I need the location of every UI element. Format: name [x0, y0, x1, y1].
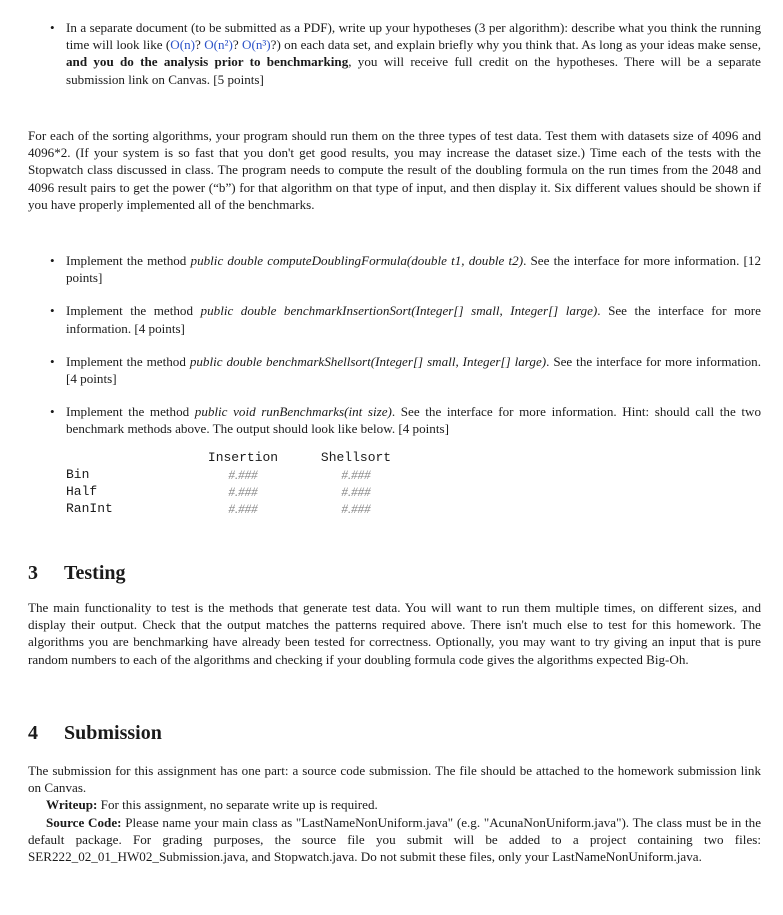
row-label: Half	[66, 484, 98, 499]
hypotheses-bullet	[28, 19, 761, 88]
method-post: . See the interface for more information. [4 points]	[66, 353, 761, 387]
method-post: . See the interface for more information. Hint: should call the two benchmark methods above. The output should look like below. [4 points]	[66, 404, 761, 437]
sorting-paragraph-block	[28, 127, 761, 213]
big-oh-n-cubed: O(n³)	[242, 37, 271, 53]
hypotheses-q1: ?	[195, 37, 205, 53]
bullet-icon: •	[50, 20, 55, 35]
section-title: Submission	[64, 722, 162, 744]
hypotheses-text-3: , you will receive full credit on the hypotheses. There will be a separate submission link on Canvas. [5 points]	[66, 54, 761, 87]
method-item-run-benchmarks	[28, 403, 761, 437]
benchmark-output-table	[66, 449, 406, 517]
header-shellsort: Shellsort	[320, 450, 392, 465]
method-pre: Implement the method	[66, 404, 195, 420]
insertion-value: #.###	[228, 484, 258, 499]
table-row	[66, 466, 406, 483]
method-list	[28, 252, 761, 438]
method-signature: public void runBenchmarks(int size)	[194, 404, 392, 420]
table-corner	[66, 449, 180, 466]
method-pre: Implement the method	[66, 353, 190, 369]
testing-paragraph: The main functionality to test is the methods that generate test data. You will want to run them multiple times, on different sizes, and display their output. Check that the output matches the patterns required above. There isn't much else to test for this homework. The algorithms you are benchmarking have already been tested for correctness. Optionally, you may want to try giving an input that is pure random numbers to each of the algorithms and checking if your doubling formula code gives the algorithms expected Big-Oh.	[28, 600, 761, 667]
method-pre: Implement the method	[66, 303, 201, 319]
insertion-value: #.###	[228, 501, 258, 516]
source-code-label: Source Code:	[46, 814, 122, 830]
table-row	[66, 500, 406, 517]
sorting-paragraph: For each of the sorting algorithms, your program should run them on the three types of test data. Test them with datasets size of 4096 and 4096*2. (If your system is so fast that you don't get good results, you may increase the dataset size.) Time each of the tests with the Stopwatch class discussed in class. The program needs to compute the result of the doubling formula on the run times from the 2048 and 4096 result pairs to get the power (“b”) for that algorithm on that type of input, and then display it. Six different values should be shown if you have properly implemented all of the benchmarks.	[28, 128, 761, 212]
section-heading-submission	[28, 721, 162, 745]
testing-body-block	[28, 599, 761, 668]
source-code-text: Please name your main class as "LastNameNonUniform.java" (e.g. "AcunaNonUniform.java"). The class must be in the default package. For grading purposes, the source file you submit will be added to a project containing two files: SER222_02_01_HW02_Submission.java, and Stopwatch.java. Do not submit these files, only your LastNameNonUniform.java.	[28, 814, 761, 865]
method-signature: public double benchmarkShellsort(Integer[] small, Integer[] large)	[189, 353, 547, 369]
hypotheses-bold-emphasis: and you do the analysis prior to benchmarking	[66, 54, 349, 70]
method-item-compute-doubling	[28, 252, 761, 286]
shellsort-value: #.###	[341, 501, 371, 516]
method-item-benchmark-insertion	[28, 302, 761, 336]
source-code-paragraph	[28, 814, 761, 866]
section-title: Testing	[64, 562, 126, 584]
big-oh-n: O(n)	[170, 37, 196, 53]
bullet-icon: •	[50, 303, 55, 319]
insertion-value: #.###	[228, 467, 258, 482]
table-row	[66, 483, 406, 500]
method-post: . See the interface for more information. [12 points]	[66, 253, 761, 286]
method-item-benchmark-shellsort	[28, 353, 761, 387]
hypotheses-q2: ?	[232, 37, 242, 53]
hypotheses-text-2: ?) on each data set, and explain briefly why you think that. As long as your ideas make sense,	[270, 37, 761, 53]
row-label: RanInt	[66, 501, 113, 516]
section-heading-testing	[28, 561, 126, 585]
bullet-icon: •	[50, 253, 55, 268]
method-pre: Implement the method	[66, 253, 191, 268]
writeup-paragraph	[28, 796, 761, 813]
bullet-icon: •	[50, 353, 55, 369]
method-signature: public double computeDoublingFormula(double t1, double t2)	[190, 253, 524, 268]
section-number: 3	[28, 562, 38, 584]
shellsort-value: #.###	[341, 484, 371, 499]
writeup-text: For this assignment, no separate write up is required.	[97, 797, 378, 813]
row-label: Bin	[66, 467, 90, 482]
big-oh-n-squared: O(n²)	[204, 37, 233, 53]
method-signature: public double benchmarkInsertionSort(Integer[] small, Integer[] large)	[200, 303, 598, 319]
submission-body-block	[28, 762, 761, 865]
bullet-icon: •	[50, 404, 55, 420]
shellsort-value: #.###	[341, 467, 371, 482]
section-number: 4	[28, 722, 38, 744]
header-insertion: Insertion	[207, 450, 279, 465]
method-post: . See the interface for more information. [4 points]	[66, 303, 761, 336]
table-header-row	[66, 449, 406, 466]
hypotheses-text-1: In a separate document (to be submitted as a PDF), write up your hypotheses (3 per algorithm): describe what you think the running time will look like (	[66, 20, 761, 53]
submission-intro: The submission for this assignment has one part: a source code submission. The file should be attached to the homework submission link on Canvas.	[28, 763, 761, 796]
hypotheses-bullet-block	[28, 19, 761, 88]
writeup-label: Writeup:	[46, 797, 98, 813]
